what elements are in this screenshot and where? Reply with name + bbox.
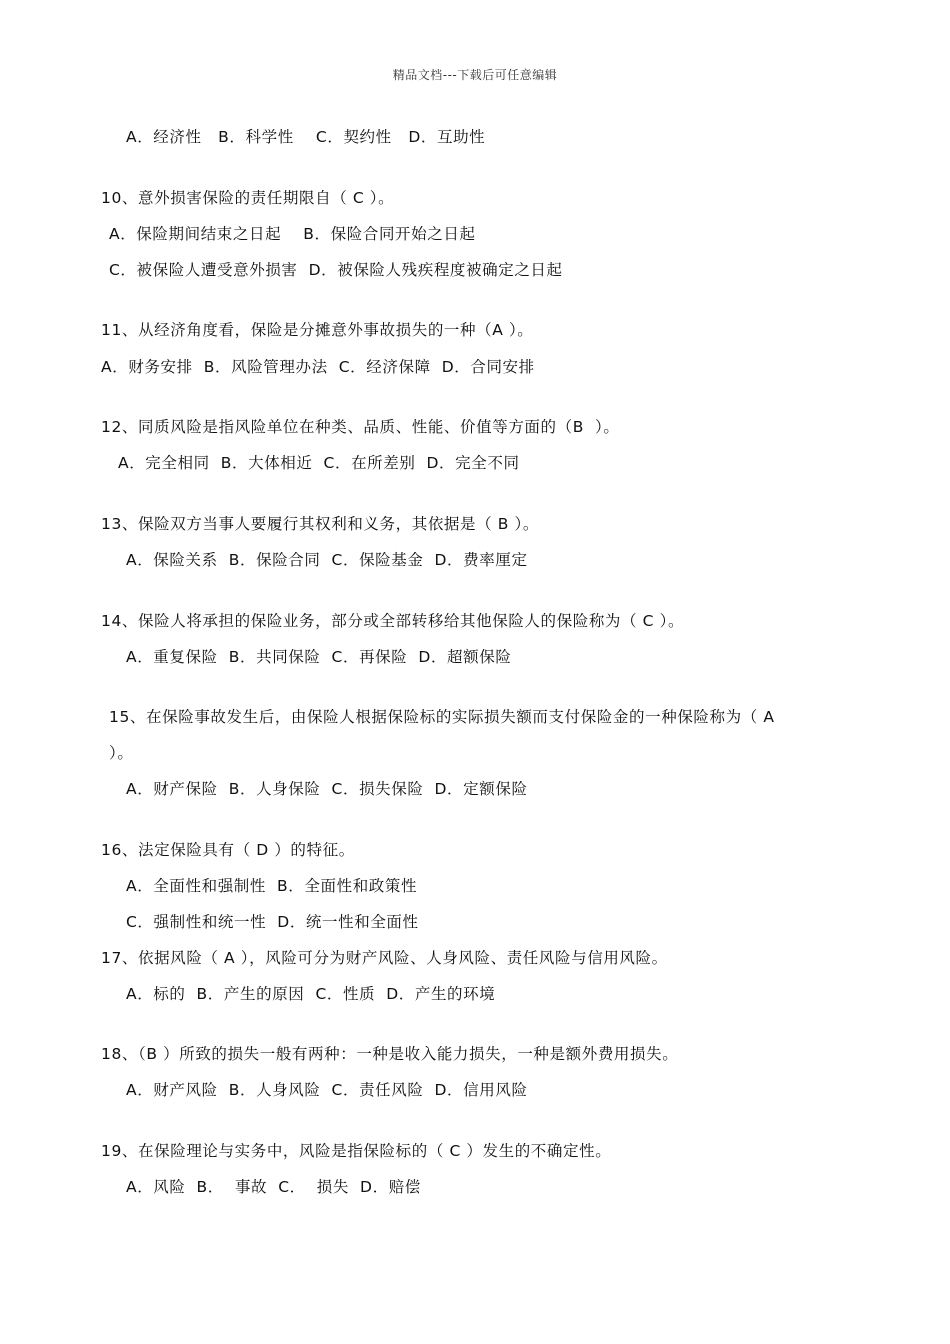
q11-question: 11、从经济角度看，保险是分摊意外事故损失的一种（A ）。: [101, 321, 534, 339]
q15-question-continued: ）。: [109, 744, 134, 762]
q16-question: 16、法定保险具有（ D ）的特征。: [101, 841, 355, 859]
q9-options: A．经济性 B．科学性 C．契约性 D．互助性: [126, 128, 486, 146]
q16-options-ab: A．全面性和强制性 B．全面性和政策性: [126, 877, 418, 895]
q19-question: 19、在保险理论与实务中，风险是指保险标的（ C ）发生的不确定性。: [101, 1142, 612, 1160]
q18-question: 18、（B ）所致的损失一般有两种：一种是收入能力损失，一种是额外费用损失。: [101, 1045, 679, 1063]
q17-question: 17、依据风险（ A ），风险可分为财产风险、人身风险、责任风险与信用风险。: [101, 949, 668, 967]
q18-options: A．财产风险 B．人身风险 C．责任风险 D．信用风险: [126, 1081, 528, 1099]
q11-options: A．财务安排 B．风险管理办法 C．经济保障 D．合同安排: [101, 358, 535, 376]
q15-options: A．财产保险 B．人身保险 C．损失保险 D．定额保险: [126, 780, 528, 798]
q10-options-ab: A．保险期间结束之日起 B．保险合同开始之日起: [109, 225, 476, 243]
q14-options: A．重复保险 B．共同保险 C．再保险 D．超额保险: [126, 648, 512, 666]
q13-question: 13、保险双方当事人要履行其权利和义务，其依据是（ B ）。: [101, 515, 539, 533]
q19-options: A．风险 B． 事故 C． 损失 D．赔偿: [126, 1178, 421, 1196]
q13-options: A．保险关系 B．保险合同 C．保险基金 D．费率厘定: [126, 551, 528, 569]
q17-options: A．标的 B．产生的原因 C．性质 D．产生的环境: [126, 985, 496, 1003]
q12-question: 12、同质风险是指风险单位在种类、品质、性能、价值等方面的（B ）。: [101, 418, 620, 436]
q10-question: 10、意外损害保险的责任期限自（ C ）。: [101, 189, 395, 207]
q14-question: 14、保险人将承担的保险业务，部分或全部转移给其他保险人的保险称为（ C ）。: [101, 612, 685, 630]
q16-options-cd: C．强制性和统一性 D．统一性和全面性: [126, 913, 419, 931]
q12-options: A．完全相同 B．大体相近 C．在所差别 D．完全不同: [118, 454, 520, 472]
q10-options-cd: C．被保险人遭受意外损害 D．被保险人残疾程度被确定之日起: [109, 261, 563, 279]
page-header: 精品文档---下载后可任意编辑: [392, 68, 558, 82]
q15-question: 15、在保险事故发生后，由保险人根据保险标的实际损失额而支付保险金的一种保险称为（ A: [109, 708, 775, 726]
